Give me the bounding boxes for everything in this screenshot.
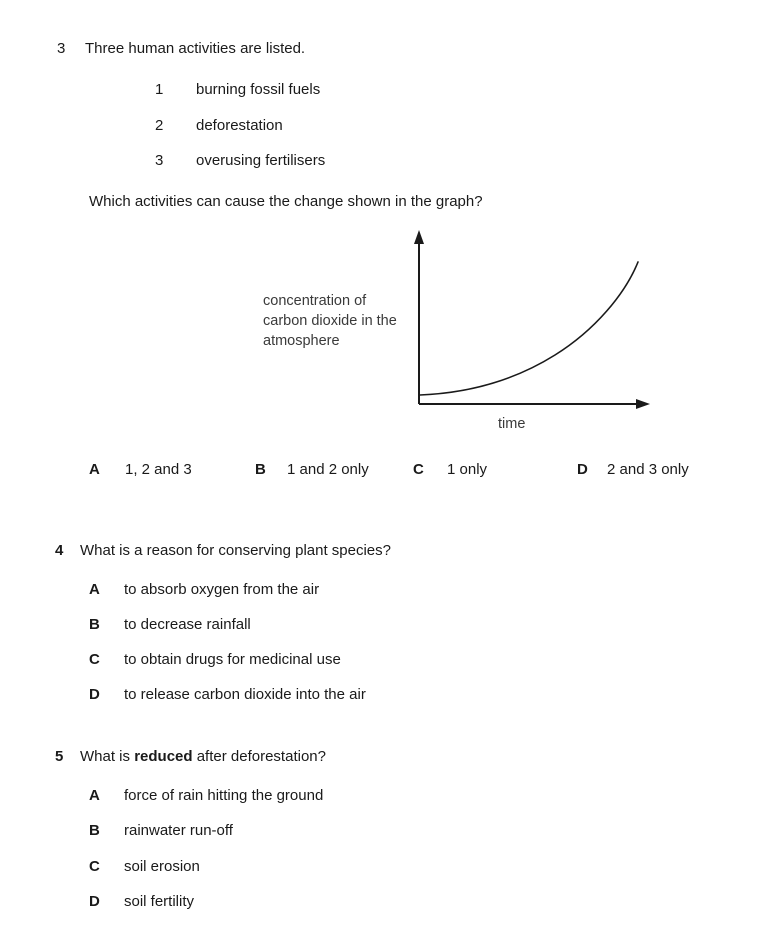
sublist-item-1-text: burning fossil fuels [196, 81, 321, 98]
question-3-option-c-letter[interactable]: C [413, 461, 424, 478]
question-5-option-c-letter[interactable]: C [89, 858, 100, 875]
question-5-stem-suffix: after deforestation? [192, 748, 326, 765]
question-5-option-a-text[interactable]: force of rain hitting the ground [124, 787, 324, 804]
question-3-number: 3 [57, 40, 66, 57]
question-4-option-b-text[interactable]: to decrease rainfall [124, 616, 251, 633]
question-4-option-a-letter[interactable]: A [89, 581, 100, 598]
question-5-option-c-text[interactable]: soil erosion [124, 858, 200, 875]
question-5-option-a-letter[interactable]: A [89, 787, 100, 804]
question-5-option-d-text[interactable]: soil fertility [124, 893, 195, 910]
question-4-option-c-letter[interactable]: C [89, 651, 100, 668]
sublist-item-1-marker: 1 [155, 81, 164, 98]
sublist-item-2-marker: 2 [155, 117, 164, 134]
question-5-stem [80, 747, 326, 766]
question-3-stem: Three human activities are listed. [85, 40, 306, 57]
question-4-stem: What is a reason for conserving plant species? [80, 542, 391, 559]
graph-y-axis-label: concentration of carbon dioxide in the atmosphere [263, 293, 397, 349]
sublist-item-3-text: overusing fertilisers [196, 152, 326, 169]
sublist-item-2-text: deforestation [196, 117, 283, 134]
question-5-stem-emphasis: reduced [134, 748, 193, 765]
question-5-number: 5 [55, 748, 64, 765]
question-3-option-b-letter[interactable]: B [255, 461, 266, 478]
question-3-option-a-text[interactable]: 1, 2 and 3 [125, 461, 192, 478]
co2-concentration-graph [255, 228, 665, 440]
question-5-option-d-letter[interactable]: D [89, 893, 100, 910]
question-3-stem-secondary: Which activities can cause the change shown in the graph? [89, 193, 483, 210]
question-3-option-c-text[interactable]: 1 only [447, 461, 488, 478]
y-axis [414, 230, 424, 404]
question-3-option-b-text[interactable]: 1 and 2 only [287, 461, 369, 478]
question-4-option-b-letter[interactable]: B [89, 616, 100, 633]
question-3-option-d-text[interactable]: 2 and 3 only [607, 461, 689, 478]
question-4-option-c-text[interactable]: to obtain drugs for medicinal use [124, 651, 341, 668]
sublist-item-3-marker: 3 [155, 152, 164, 169]
co2-curve [420, 262, 638, 395]
question-3-option-d-letter[interactable]: D [577, 461, 588, 478]
question-4-option-d-letter[interactable]: D [89, 686, 100, 703]
graph-x-axis-label: time [498, 416, 526, 432]
question-5-option-b-text[interactable]: rainwater run-off [124, 822, 233, 839]
question-3-option-a-letter[interactable]: A [89, 461, 100, 478]
question-5-stem-prefix: What is [80, 748, 135, 765]
question-5-option-b-letter[interactable]: B [89, 822, 100, 839]
question-4-number: 4 [55, 542, 64, 559]
question-4-option-d-text[interactable]: to release carbon dioxide into the air [124, 686, 366, 703]
x-axis [419, 399, 650, 409]
question-4-option-a-text[interactable]: to absorb oxygen from the air [124, 581, 320, 598]
